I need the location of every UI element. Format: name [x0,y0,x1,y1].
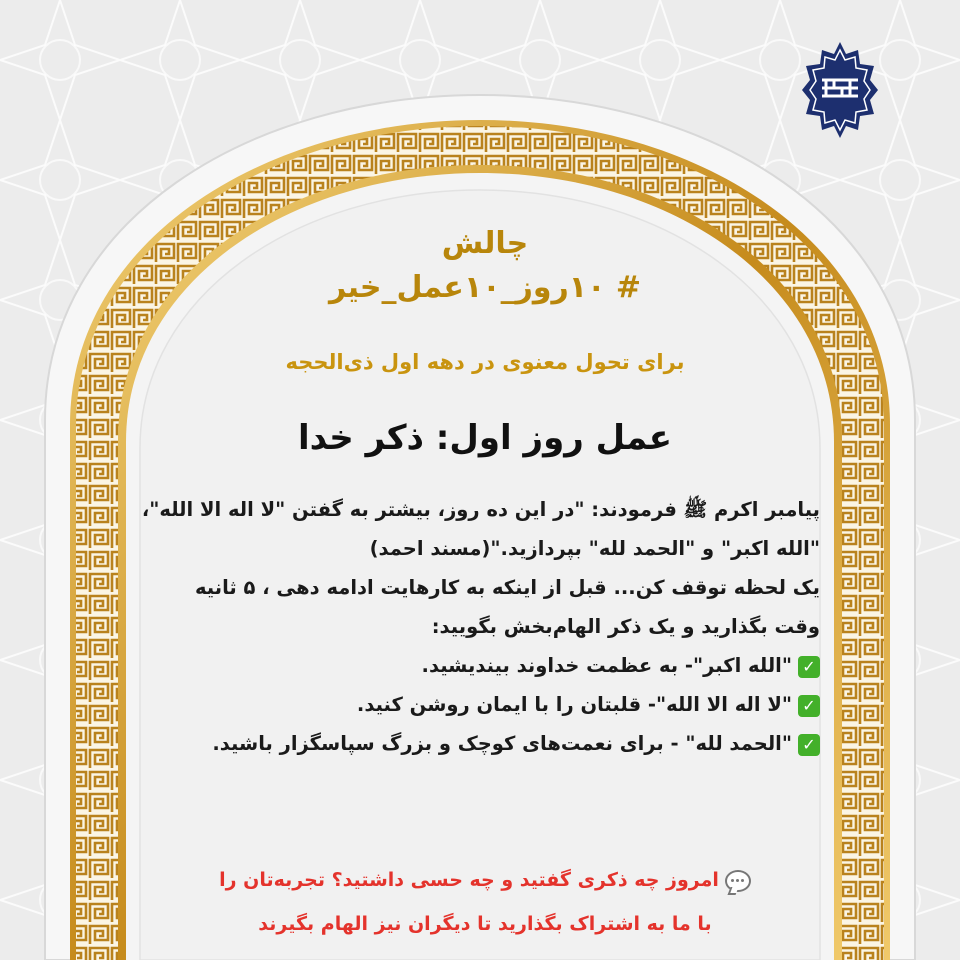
footer-line-1 [150,858,820,902]
checklist-item [150,646,820,685]
title-hashtag: # ۱۰روز_۱۰عمل_خیر [329,270,641,305]
footer-line-2: با ما به اشتراک بگذارید تا دیگران نیز الهام بگیرند [258,913,712,935]
body-line-3: یک لحظه توقف کن... قبل از اینکه به کارهایت ادامه دهی ، ۵ ثانیه [194,576,820,599]
check-icon: ✓ [798,656,820,678]
body-line-4: وقت بگذارید و یک ذکر الهام‌بخش بگویید: [431,615,820,638]
subtitle: برای تحول معنوی در دهه اول ذی‌الحجه [285,350,685,374]
body-line-1: پیامبر اکرم ﷺ فرمودند: "در این ده روز، بیشتر به گفتن "لا اله الا الله"، [141,498,820,521]
checklist-item-text: "الحمد لله" - برای نعمت‌های کوچک و بزرگ سپاسگزار باشید. [212,732,792,755]
body-text [141,490,820,763]
speech-bubble-icon [725,870,751,892]
challenge-title [150,222,820,310]
checklist-item-text: "الله اکبر"- به عظمت خداوند بیندیشید. [421,654,792,677]
day-heading: عمل روز اول: ذکر خدا [297,418,673,458]
checklist-item [150,724,820,763]
footer-line-1-text: امروز چه ذکری گفتید و چه حسی داشتید؟ تجربه‌تان را [219,869,719,891]
checklist-item-text: "لا اله الا الله"- قلبتان را با ایمان روشن کنید. [356,693,792,716]
check-icon: ✓ [798,695,820,717]
check-icon: ✓ [798,734,820,756]
title-line-1: چالش [441,226,529,261]
footer-prompt [150,858,820,946]
body-line-2: "الله اکبر" و "الحمد لله" بپردازید."(مسند احمد) [369,537,820,560]
checklist-item [150,685,820,724]
content-panel [141,0,820,960]
